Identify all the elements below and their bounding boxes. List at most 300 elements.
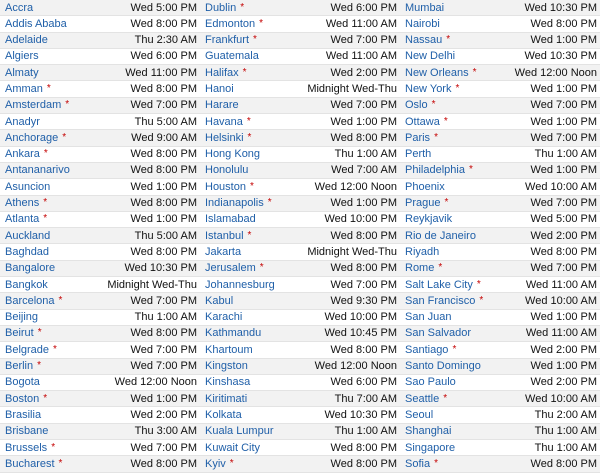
city-cell xyxy=(405,162,473,178)
city-cell xyxy=(5,440,55,456)
city-cell xyxy=(405,358,481,374)
local-time: Wed 10:00 PM xyxy=(324,311,397,324)
city-column-3 xyxy=(400,0,600,473)
dst-marker: * xyxy=(242,66,247,78)
city-link[interactable]: Santiago xyxy=(405,343,449,356)
city-cell xyxy=(5,32,48,48)
local-time: Wed 1:00 PM xyxy=(530,115,597,128)
city-cell xyxy=(405,48,455,64)
local-time: Wed 2:00 PM xyxy=(330,66,397,79)
city-cell xyxy=(205,244,241,260)
dst-marker: * xyxy=(434,131,438,143)
city-cell xyxy=(405,423,452,439)
dst-marker: * xyxy=(46,82,51,94)
local-time: Wed 2:00 PM xyxy=(130,408,197,421)
local-time: Wed 10:30 PM xyxy=(324,408,397,421)
local-time: Thu 7:00 AM xyxy=(334,392,397,405)
local-time: Thu 5:00 AM xyxy=(134,229,197,242)
city-cell xyxy=(405,65,476,81)
city-link[interactable]: Bangkok xyxy=(5,278,48,291)
table-row xyxy=(200,130,400,146)
local-time: Wed 7:00 PM xyxy=(130,441,197,454)
city-cell xyxy=(205,32,257,48)
city-link[interactable]: Johannesburg xyxy=(205,278,275,291)
table-row xyxy=(400,440,600,456)
table-row xyxy=(400,261,600,277)
city-link[interactable]: Prague xyxy=(405,197,441,210)
table-row xyxy=(0,130,200,146)
local-time: Thu 2:30 AM xyxy=(134,34,197,47)
city-cell xyxy=(405,179,445,195)
table-row xyxy=(0,375,200,391)
local-time: Wed 7:00 PM xyxy=(130,99,197,112)
city-link[interactable]: Sofia xyxy=(405,457,431,470)
city-link[interactable]: Rome xyxy=(405,262,435,275)
city-link[interactable]: Anadyr xyxy=(5,115,40,128)
dst-marker: * xyxy=(58,294,63,306)
table-row xyxy=(400,359,600,375)
local-time: Wed 11:00 PM xyxy=(125,66,197,79)
table-row xyxy=(0,81,200,97)
table-row xyxy=(200,244,400,260)
city-cell xyxy=(205,195,272,211)
city-link[interactable]: Islamabad xyxy=(205,213,256,226)
table-row xyxy=(400,98,600,114)
local-time: Wed 6:00 PM xyxy=(330,1,397,14)
city-link[interactable]: Algiers xyxy=(5,50,39,63)
local-time: Wed 10:00 AM xyxy=(525,180,597,193)
city-cell xyxy=(205,374,250,390)
city-cell xyxy=(5,423,48,439)
table-row xyxy=(400,293,600,309)
local-time: Wed 8:00 PM xyxy=(130,245,197,258)
table-row xyxy=(400,114,600,130)
city-cell xyxy=(405,260,442,276)
table-row xyxy=(0,114,200,130)
table-row xyxy=(400,456,600,472)
table-row xyxy=(200,342,400,358)
city-link[interactable]: Honolulu xyxy=(205,164,249,177)
city-link[interactable]: Santo Domingo xyxy=(405,360,481,373)
table-row xyxy=(0,16,200,32)
city-link[interactable]: Istanbul xyxy=(205,229,244,242)
city-link[interactable]: Jerusalem xyxy=(205,262,256,275)
city-link[interactable]: Nassau xyxy=(405,34,443,47)
city-link[interactable]: Harare xyxy=(205,99,239,112)
city-cell xyxy=(5,130,66,146)
dst-marker: * xyxy=(43,392,48,404)
city-cell xyxy=(405,0,444,16)
city-link[interactable]: Bogota xyxy=(5,376,40,389)
city-link[interactable]: Amsterdam xyxy=(5,99,62,112)
city-link[interactable]: Ankara xyxy=(5,148,40,161)
local-time: Wed 8:00 PM xyxy=(130,457,197,470)
city-cell xyxy=(205,228,251,244)
city-link[interactable]: Barcelona xyxy=(5,294,55,307)
city-link[interactable]: Berlin xyxy=(5,360,34,373)
table-row xyxy=(200,0,400,16)
city-link[interactable]: Bucharest xyxy=(5,457,55,470)
city-cell xyxy=(5,162,70,178)
local-time: Wed 10:00 AM xyxy=(525,294,597,307)
city-link[interactable]: Havana xyxy=(205,115,243,128)
local-time: Wed 10:45 PM xyxy=(324,327,397,340)
local-time: Wed 12:00 Noon xyxy=(314,180,397,193)
city-link[interactable]: Kabul xyxy=(205,294,234,307)
table-row xyxy=(200,16,400,32)
local-time: Wed 1:00 PM xyxy=(530,82,597,95)
city-link[interactable]: New Orleans xyxy=(405,66,469,79)
table-row xyxy=(200,81,400,97)
city-cell xyxy=(405,391,447,407)
table-row xyxy=(0,342,200,358)
city-link[interactable]: Amman xyxy=(5,82,43,95)
city-cell xyxy=(5,48,39,64)
table-row xyxy=(200,293,400,309)
dst-marker: * xyxy=(249,180,254,192)
city-column-1 xyxy=(0,0,200,473)
city-cell xyxy=(405,456,438,472)
table-row xyxy=(200,375,400,391)
city-link[interactable]: Frankfurt xyxy=(205,34,250,47)
city-cell xyxy=(405,130,438,146)
local-time: Wed 1:00 PM xyxy=(130,392,197,405)
table-row xyxy=(200,33,400,49)
city-link[interactable]: Kuwait City xyxy=(205,441,261,454)
table-row xyxy=(0,440,200,456)
city-cell xyxy=(205,325,261,341)
local-time: Wed 8:00 PM xyxy=(130,197,197,210)
city-cell xyxy=(205,391,247,407)
city-cell xyxy=(205,423,274,439)
city-cell xyxy=(5,81,51,97)
dst-marker: * xyxy=(468,164,473,176)
city-cell xyxy=(5,146,48,162)
city-link[interactable]: Kathmandu xyxy=(205,327,262,340)
city-link[interactable]: Riyadh xyxy=(405,245,440,258)
city-link[interactable]: San Francisco xyxy=(405,294,476,307)
local-time: Wed 2:00 PM xyxy=(530,229,597,242)
local-time: Thu 1:00 AM xyxy=(534,425,597,438)
city-cell xyxy=(205,456,234,472)
city-link[interactable]: Edmonton xyxy=(205,17,256,30)
city-link[interactable]: Brasilia xyxy=(5,408,42,421)
table-row xyxy=(0,65,200,81)
table-row xyxy=(200,359,400,375)
local-time: Thu 1:00 AM xyxy=(334,425,397,438)
city-link[interactable]: Kiritimati xyxy=(205,392,248,405)
city-link[interactable]: Singapore xyxy=(405,441,456,454)
local-time: Wed 8:00 PM xyxy=(130,17,197,30)
table-row xyxy=(200,228,400,244)
local-time: Wed 7:00 PM xyxy=(530,131,597,144)
city-link[interactable]: Belgrade xyxy=(5,343,50,356)
city-cell xyxy=(405,277,481,293)
table-row xyxy=(0,310,200,326)
city-cell xyxy=(205,146,260,162)
local-time: Wed 7:00 PM xyxy=(530,99,597,112)
local-time: Wed 6:00 PM xyxy=(130,50,197,63)
city-link[interactable]: Brussels xyxy=(5,441,48,454)
city-cell xyxy=(205,162,248,178)
local-time: Wed 8:00 PM xyxy=(330,229,397,242)
city-link[interactable]: Kingston xyxy=(205,360,248,373)
city-cell xyxy=(5,65,39,81)
table-row xyxy=(0,228,200,244)
city-link[interactable]: Bangalore xyxy=(5,262,56,275)
table-row xyxy=(0,326,200,342)
city-link[interactable]: San Salvador xyxy=(405,327,472,340)
city-cell xyxy=(205,309,242,325)
table-row xyxy=(200,196,400,212)
city-link[interactable]: Kolkata xyxy=(205,408,242,421)
city-link[interactable]: Karachi xyxy=(205,311,243,324)
city-cell xyxy=(205,440,260,456)
local-time: Wed 1:00 PM xyxy=(130,213,197,226)
table-row xyxy=(400,33,600,49)
city-link[interactable]: Dublin xyxy=(205,1,237,14)
city-cell xyxy=(5,456,62,472)
city-link[interactable]: Guatemala xyxy=(205,50,259,63)
local-time: Wed 8:00 PM xyxy=(530,17,597,30)
city-cell xyxy=(5,244,49,260)
city-link[interactable]: Adelaide xyxy=(5,34,48,47)
dst-marker: * xyxy=(444,197,449,209)
local-time: Wed 10:30 PM xyxy=(124,262,197,275)
table-row xyxy=(400,130,600,146)
local-time: Wed 7:00 AM xyxy=(331,164,397,177)
city-cell xyxy=(205,114,251,130)
local-time: Midnight Wed-Thu xyxy=(307,82,397,95)
dst-marker: * xyxy=(247,131,252,143)
table-row xyxy=(200,98,400,114)
city-cell xyxy=(5,228,50,244)
city-link[interactable]: Houston xyxy=(205,180,246,193)
city-cell xyxy=(405,293,483,309)
city-cell xyxy=(205,48,259,64)
city-link[interactable]: Ottawa xyxy=(405,115,440,128)
table-row xyxy=(200,147,400,163)
city-link[interactable]: New Delhi xyxy=(405,50,456,63)
city-cell xyxy=(405,342,456,358)
city-link[interactable]: Asuncion xyxy=(5,180,51,193)
city-column-2 xyxy=(200,0,400,473)
local-time: Wed 10:00 AM xyxy=(525,392,597,405)
city-cell xyxy=(205,211,256,227)
city-cell xyxy=(405,309,451,325)
city-link[interactable]: Rio de Janeiro xyxy=(405,229,476,242)
local-time: Wed 8:00 PM xyxy=(530,245,597,258)
city-link[interactable]: Hanoi xyxy=(205,82,234,95)
city-cell xyxy=(5,407,41,423)
table-row xyxy=(0,98,200,114)
city-link[interactable]: Almaty xyxy=(5,66,39,79)
city-link[interactable]: Oslo xyxy=(405,99,428,112)
table-row xyxy=(0,212,200,228)
table-row xyxy=(400,310,600,326)
city-link[interactable]: Nairobi xyxy=(405,17,440,30)
table-row xyxy=(200,114,400,130)
city-link[interactable]: Kinshasa xyxy=(205,376,251,389)
city-link[interactable]: Phoenix xyxy=(405,180,445,193)
local-time: Wed 2:00 PM xyxy=(530,376,597,389)
local-time: Wed 8:00 PM xyxy=(130,148,197,161)
city-link[interactable]: Halifax xyxy=(205,66,239,79)
city-link[interactable]: Baghdad xyxy=(5,245,50,258)
table-row xyxy=(400,163,600,179)
dst-marker: * xyxy=(479,294,484,306)
local-time: Thu 1:00 AM xyxy=(334,148,397,161)
table-row xyxy=(0,277,200,293)
table-row xyxy=(0,147,200,163)
local-time: Wed 12:00 Noon xyxy=(114,376,197,389)
table-row xyxy=(0,407,200,423)
city-link[interactable]: Perth xyxy=(405,148,432,161)
city-link[interactable]: Helsinki xyxy=(205,131,244,144)
city-link[interactable]: Khartoum xyxy=(205,343,253,356)
table-row xyxy=(0,0,200,16)
local-time: Thu 1:00 AM xyxy=(134,311,197,324)
city-cell xyxy=(205,16,263,32)
local-time: Wed 12:00 Noon xyxy=(514,66,597,79)
dst-marker: * xyxy=(53,343,57,355)
city-link[interactable]: Sao Paulo xyxy=(405,376,456,389)
local-time: Wed 10:30 PM xyxy=(524,50,597,63)
local-time: Wed 11:00 AM xyxy=(525,327,597,340)
city-link[interactable]: Paris xyxy=(405,131,431,144)
local-time: Wed 8:00 PM xyxy=(130,327,197,340)
city-link[interactable]: New York xyxy=(405,82,452,95)
city-link[interactable]: Anchorage xyxy=(5,131,59,144)
city-cell xyxy=(5,277,48,293)
city-cell xyxy=(205,179,254,195)
table-row xyxy=(0,359,200,375)
local-time: Wed 11:00 AM xyxy=(325,17,397,30)
table-row xyxy=(200,261,400,277)
dst-marker: * xyxy=(431,99,436,111)
city-link[interactable]: Auckland xyxy=(5,229,51,242)
table-row xyxy=(400,326,600,342)
city-cell xyxy=(405,374,456,390)
city-link[interactable]: Boston xyxy=(5,392,40,405)
local-time: Wed 6:00 PM xyxy=(330,376,397,389)
city-cell xyxy=(5,16,67,32)
dst-marker: * xyxy=(62,131,67,143)
table-row xyxy=(0,163,200,179)
city-cell xyxy=(205,277,275,293)
city-cell xyxy=(405,407,433,423)
table-row xyxy=(200,440,400,456)
table-row xyxy=(200,179,400,195)
table-row xyxy=(400,16,600,32)
dst-marker: * xyxy=(443,115,448,127)
table-row xyxy=(200,65,400,81)
city-link[interactable]: Indianapolis xyxy=(205,197,264,210)
city-link[interactable]: Reykjavik xyxy=(405,213,453,226)
city-link[interactable]: Beijing xyxy=(5,311,39,324)
table-row xyxy=(200,326,400,342)
city-link[interactable]: Kyiv xyxy=(205,457,226,470)
city-link[interactable]: Atlanta xyxy=(5,213,40,226)
local-time: Wed 2:00 PM xyxy=(530,343,597,356)
local-time: Thu 3:00 AM xyxy=(134,425,197,438)
dst-marker: * xyxy=(443,392,448,404)
local-time: Wed 1:00 PM xyxy=(330,197,397,210)
city-link[interactable]: Addis Ababa xyxy=(5,17,67,30)
local-time: Midnight Wed-Thu xyxy=(107,278,197,291)
dst-marker: * xyxy=(51,441,56,453)
city-link[interactable]: Athens xyxy=(5,197,40,210)
city-link[interactable]: Philadelphia xyxy=(405,164,465,177)
city-link[interactable]: Brisbane xyxy=(5,425,49,438)
table-row xyxy=(200,212,400,228)
local-time: Wed 5:00 PM xyxy=(130,1,197,14)
local-time: Wed 10:30 PM xyxy=(524,1,597,14)
city-link[interactable]: Seoul xyxy=(405,408,434,421)
dst-marker: * xyxy=(472,66,477,78)
local-time: Wed 7:00 PM xyxy=(330,34,397,47)
city-cell xyxy=(205,81,234,97)
city-cell xyxy=(405,325,471,341)
local-time: Wed 7:00 PM xyxy=(330,278,397,291)
city-cell xyxy=(405,97,436,113)
city-cell xyxy=(205,260,264,276)
local-time: Wed 11:00 AM xyxy=(525,278,597,291)
dst-marker: * xyxy=(476,278,481,290)
local-time: Wed 7:00 PM xyxy=(130,294,197,307)
city-link[interactable]: Shanghai xyxy=(405,425,452,438)
table-row xyxy=(400,196,600,212)
city-cell xyxy=(405,114,448,130)
local-time: Wed 5:00 PM xyxy=(530,213,597,226)
local-time: Wed 8:00 PM xyxy=(330,441,397,454)
local-time: Wed 8:00 PM xyxy=(130,82,197,95)
city-cell xyxy=(205,65,247,81)
city-link[interactable]: San Juan xyxy=(405,311,452,324)
city-link[interactable]: Hong Kong xyxy=(205,148,261,161)
city-link[interactable]: Antananarivo xyxy=(5,164,70,177)
city-link[interactable]: Salt Lake City xyxy=(405,278,473,291)
table-row xyxy=(400,228,600,244)
city-link[interactable]: Kuala Lumpur xyxy=(205,425,274,438)
city-cell xyxy=(405,195,448,211)
dst-marker: * xyxy=(259,262,264,274)
city-cell xyxy=(405,146,431,162)
table-row xyxy=(0,33,200,49)
dst-marker: * xyxy=(438,262,443,274)
local-time: Wed 7:00 PM xyxy=(530,197,597,210)
city-cell xyxy=(205,130,251,146)
local-time: Wed 7:00 PM xyxy=(530,262,597,275)
city-link[interactable]: Jakarta xyxy=(205,245,242,258)
city-link[interactable]: Seattle xyxy=(405,392,440,405)
dst-marker: * xyxy=(43,197,48,209)
dst-marker: * xyxy=(455,82,460,94)
city-link[interactable]: Accra xyxy=(5,1,34,14)
table-row xyxy=(200,407,400,423)
local-time: Wed 1:00 PM xyxy=(530,360,597,373)
city-cell xyxy=(205,358,248,374)
table-row xyxy=(400,277,600,293)
city-link[interactable]: Mumbai xyxy=(405,1,445,14)
table-row xyxy=(0,391,200,407)
local-time: Wed 7:00 PM xyxy=(130,343,197,356)
table-row xyxy=(400,212,600,228)
city-cell xyxy=(205,97,239,113)
local-time: Wed 8:00 PM xyxy=(530,457,597,470)
table-row xyxy=(400,147,600,163)
city-link[interactable]: Beirut xyxy=(5,327,34,340)
